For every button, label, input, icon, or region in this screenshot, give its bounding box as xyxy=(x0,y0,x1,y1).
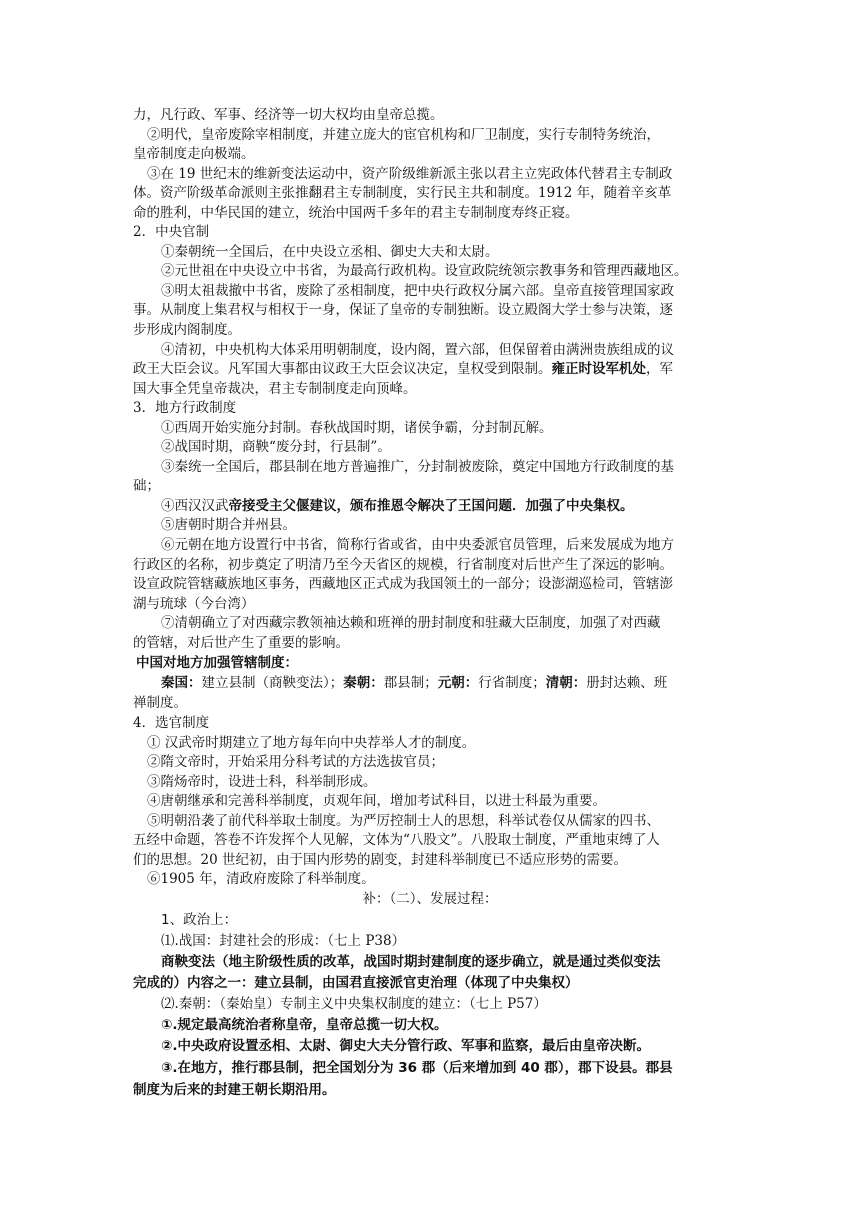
text-run: 郡县制； xyxy=(383,675,438,691)
text-line xyxy=(133,359,673,379)
bold-text-run: 帝接受主父偃建议，颁布推恩令解决了王国问题．加强了中央集权。 xyxy=(228,498,634,514)
bold-text-line: 制度为后来的封建王朝长期沿用。 xyxy=(133,1082,336,1098)
text-line xyxy=(161,673,667,693)
bold-text-run: 秦朝： xyxy=(343,675,384,691)
text-line: 湖与琉球（今台湾） xyxy=(133,596,255,612)
text-line: ⑤唐朝时期合并州县。 xyxy=(161,517,296,533)
subheading-political: 1、政治上： xyxy=(161,912,238,928)
text-line: ③秦统一全国后，郡县制在地方普遍推广，分封制被废除，奠定中国地方行政制度的基 xyxy=(161,459,674,475)
text-line: ⑦清朝确立了对西藏宗教领袖达赖和班禅的册封制度和驻藏大臣制度，加强了对西藏 xyxy=(161,615,661,631)
text-line: 们的思想。20 世纪初，由于国内形势的剧变，封建科举制度已不适应形势的需要。 xyxy=(133,852,627,868)
text-line: 事。从制度上集君权与相权于一身，保证了皇帝的专制独断。设立殿阁大学士参与决策，逐 xyxy=(133,302,673,318)
text-line: 禅制度。 xyxy=(133,695,187,711)
text-line: ⑴.战国：封建社会的形成：（七上 P38） xyxy=(161,933,406,949)
section-heading-central-officials: 2．中央官制 xyxy=(133,224,210,240)
text-line: ②元世祖在中央设立中书省，为最高行政机构。设宣政院统领宗教事务和管理西藏地区。 xyxy=(161,263,688,279)
text-line: ④唐朝继承和完善科举制度，贞观年间，增加考试科目，以进士科最为重要。 xyxy=(147,793,606,809)
bold-text-line: ②.中央政府设置丞相、太尉、御史大夫分管行政、军事和监察，最后由皇帝决断。 xyxy=(161,1038,651,1054)
text-line: 步形成内阁制度。 xyxy=(133,322,241,338)
bold-text-line: 完成的）内容之一：建立县制，由国君直接派官吏治理（体现了中央集权） xyxy=(133,975,579,991)
text-line: ②战国时期，商鞅“废分封，行县制”。 xyxy=(161,439,391,455)
text-run: 行省制度； xyxy=(478,675,546,691)
text-run: 册封达赖、班 xyxy=(586,675,668,691)
text-line: ①秦朝统一全国后，在中央设立丞相、御史大夫和太尉。 xyxy=(161,244,499,260)
text-line: ③明太祖裁撤中书省，废除了丞相制度，把中央行政权分属六部。皇帝直接管理国家政 xyxy=(161,283,674,299)
text-line: 命的胜利，中华民国的建立，统治中国两千多年的君主专制制度寿终正寝。 xyxy=(133,205,579,221)
supplement-heading: 补：（二）、发展过程： xyxy=(362,891,498,907)
text-line: 力，凡行政、军事、经济等一切大权均由皇帝总揽。 xyxy=(133,107,444,123)
bold-text-line: ①.规定最高统治者称皇帝，皇帝总揽一切大权。 xyxy=(161,1017,448,1033)
text-line: ③隋炀帝时，设进士科，科举制形成。 xyxy=(147,774,377,790)
text-line: 础； xyxy=(133,478,160,494)
text-line: ① 汉武帝时期建立了地方每年向中央荐举人才的制度。 xyxy=(147,735,476,751)
section-heading-official-selection: 4．选官制度 xyxy=(133,715,210,731)
text-line: 体。资产阶级革命派则主张推翻君主专制制度，实行民主共和制度。1912 年，随着辛亥革 xyxy=(133,185,672,201)
subheading-local-control-systems: 中国对地方加强管辖制度： xyxy=(136,655,298,671)
text-line: 的管辖，对后世产生了重要的影响。 xyxy=(133,635,349,651)
text-run: ④西汉汉武 xyxy=(161,498,229,514)
text-line: 皇帝制度走向极端。 xyxy=(133,146,255,162)
text-line: ①西周开始实施分封制。春秋战国时期，诸侯争霸，分封制瓦解。 xyxy=(161,420,553,436)
text-line: ⑵.秦朝：（秦始皇）专制主义中央集权制度的建立：（七上 P57） xyxy=(161,996,547,1012)
text-line: ②明代，皇帝废除宰相制度，并建立庞大的宦官机构和厂卫制度，实行专制特务统治， xyxy=(147,127,660,143)
bold-text-run: 元朝： xyxy=(437,675,479,691)
text-run: 建立县制（商鞅变法）； xyxy=(201,675,344,691)
bold-text-run: 秦国： xyxy=(161,675,202,691)
text-line: ②隋文帝时，开始采用分科考试的方法选拔官员； xyxy=(147,754,444,770)
text-line: 五经中命题，答卷不许发挥个人见解，文体为“八股文”。八股取士制度，严重地束缚了人 xyxy=(133,832,660,848)
bold-text-run: 清朝： xyxy=(545,675,587,691)
section-heading-local-administration: 3．地方行政制度 xyxy=(133,400,237,416)
text-run: ，军 xyxy=(646,361,673,377)
text-line: ⑤明朝沿袭了前代科举取士制度。为严厉控制士人的思想，科举试卷仅从儒家的四书、 xyxy=(147,813,660,829)
bold-text-line: 商鞅变法（地主阶级性质的改革，战国时期封建制度的逐步确立，就是通过类似变法 xyxy=(161,954,661,970)
text-line: ④清初，中央机构大体采用明朝制度，设内阁，置六部，但保留着由满洲贵族组成的议 xyxy=(161,342,674,358)
bold-text-line: ③.在地方，推行郡县制，把全国划分为 36 郡（后来增加到 40 郡），郡下设县。郡县 xyxy=(161,1060,673,1076)
text-line: ⑥元朝在地方设置行中书省，简称行省或省，由中央委派官员管理，后来发展成为地方 xyxy=(161,537,674,553)
text-line: 行政区的名称，初步奠定了明清乃至今天省区的规模，行省制度对后世产生了深远的影响。 xyxy=(133,557,673,573)
text-line xyxy=(161,496,634,516)
text-line: 设宣政院管辖藏族地区事务，西藏地区正式成为我国领土的一部分；设澎湖巡检司，管辖澎 xyxy=(133,576,673,592)
text-run: 政王大臣会议。凡军国大事都由议政王大臣会议决定，皇权受到限制。 xyxy=(133,361,552,377)
bold-text-run: 雍正时设军机处 xyxy=(551,361,646,377)
text-line: ⑥1905 年，清政府废除了科举制度。 xyxy=(147,871,375,887)
text-line: ③在 19 世纪末的维新变法运动中，资产阶级维新派主张以君主立宪政体代替君主专制政 xyxy=(147,166,673,182)
text-line: 国大事全凭皇帝裁决，君主专制制度走向顶峰。 xyxy=(133,381,417,397)
